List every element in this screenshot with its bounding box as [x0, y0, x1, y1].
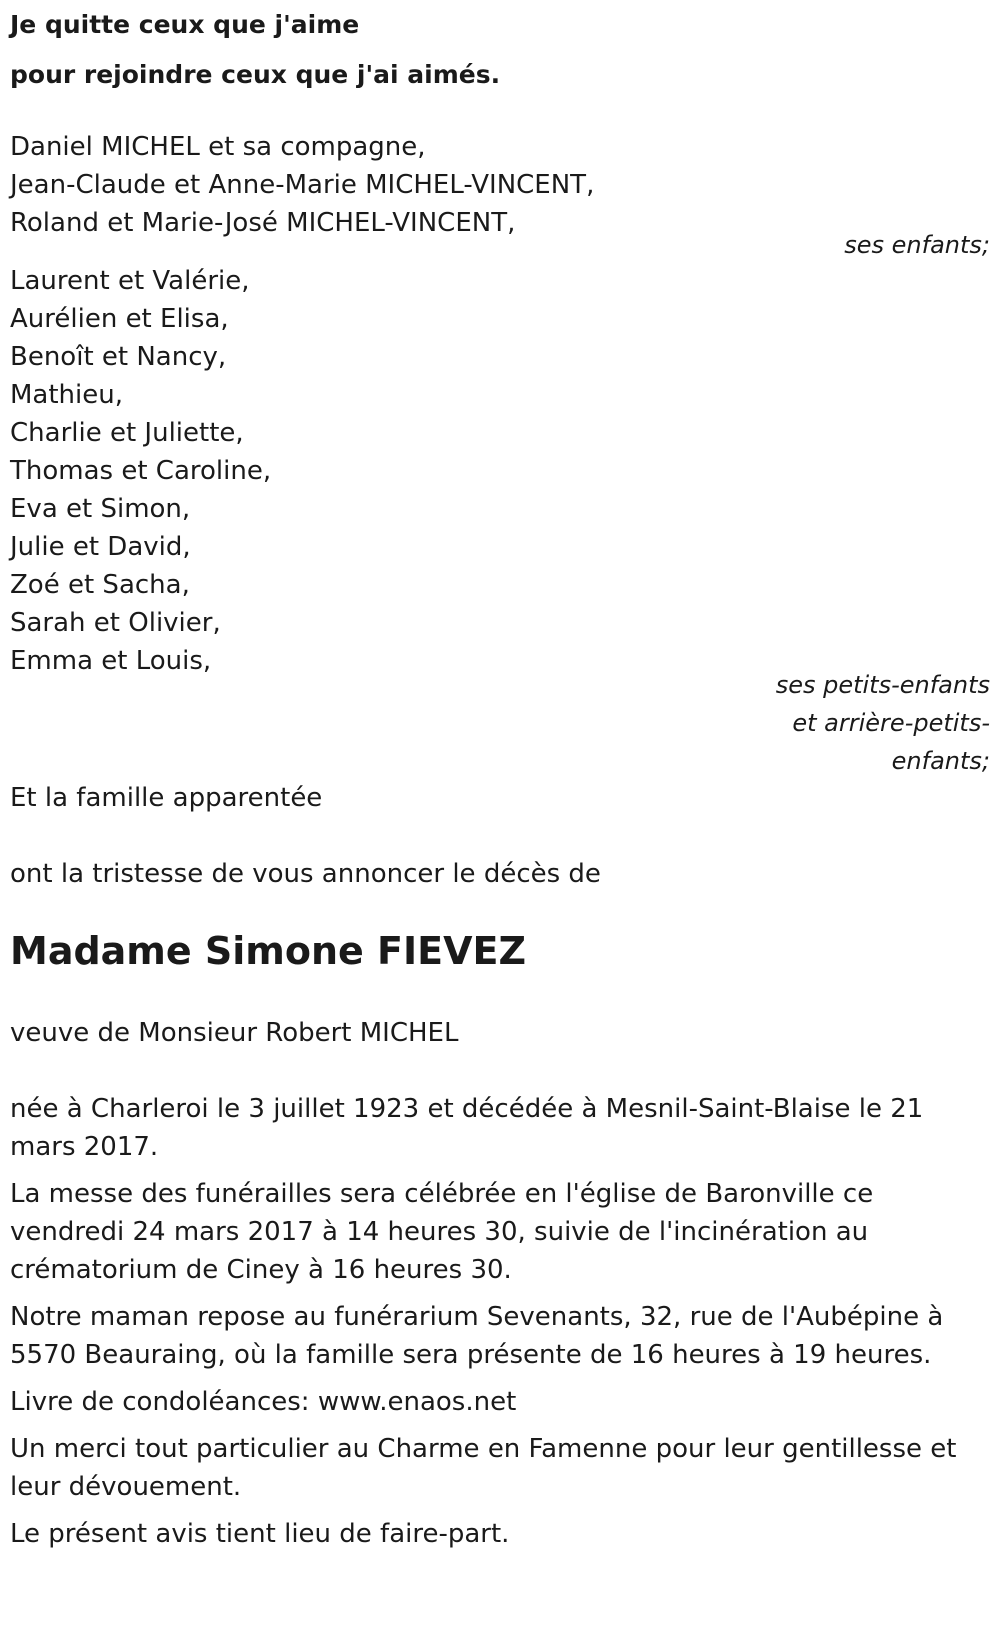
birth-death-paragraph: née à Charleroi le 3 juillet 1923 et décédée à Mesnil-Saint-Blaise le 21 mars 2017.: [10, 1094, 924, 1162]
grandchildren-list: [10, 262, 271, 680]
funeral-home-paragraph: Notre maman repose au funérarium Sevenants, 32, rue de l'Aubépine à 5570 Beauraing, où la famille sera présente de 16 heures à 19 heures.: [10, 1302, 944, 1370]
extended-family: Et la famille apparentée: [10, 783, 323, 813]
condolences-paragraph: Livre de condoléances: www.enaos.net: [10, 1387, 517, 1417]
notice-paragraph: Le présent avis tient lieu de faire-part.: [10, 1519, 510, 1549]
funeral-mass-paragraph: La messe des funérailles sera célébrée en l'église de Baronville ce vendredi 24 mars 2017 à 14 heures 30, suivie de l'incinération au crématorium de Ciney à 16 heures 30.: [10, 1179, 874, 1285]
grandchild-name: Charlie et Juliette,: [10, 418, 244, 448]
grandchild-name: Laurent et Valérie,: [10, 266, 250, 296]
grandchild-name: Julie et David,: [10, 532, 191, 562]
grandchildren-role-line: et arrière-petits-: [792, 709, 990, 737]
grandchildren-role: [776, 666, 990, 780]
children-role: ses enfants;: [844, 231, 990, 259]
opening-quote-line-1: Je quitte ceux que j'aime: [10, 10, 360, 39]
opening-quote-line-2: pour rejoindre ceux que j'ai aimés.: [10, 60, 501, 89]
grandchild-name: Aurélien et Elisa,: [10, 304, 229, 334]
grandchild-name: Thomas et Caroline,: [10, 456, 272, 486]
deceased-name: Madame Simone FIEVEZ: [10, 929, 527, 973]
grandchild-name: Sarah et Olivier,: [10, 608, 221, 638]
grandchildren-role-line: enfants;: [891, 747, 990, 775]
grandchild-name: Mathieu,: [10, 380, 124, 410]
child-name: Roland et Marie-José MICHEL-VINCENT,: [10, 208, 516, 238]
grandchild-name: Eva et Simon,: [10, 494, 191, 524]
children-list: [10, 127, 594, 243]
child-name: Jean-Claude et Anne-Marie MICHEL-VINCENT,: [10, 170, 595, 200]
grandchild-name: Benoît et Nancy,: [10, 342, 227, 372]
grandchild-name: Emma et Louis,: [10, 646, 212, 676]
grandchild-name: Zoé et Sacha,: [10, 570, 190, 600]
grandchildren-role-line: ses petits-enfants: [775, 671, 990, 699]
announcement-text: ont la tristesse de vous annoncer le décès de: [10, 859, 601, 889]
widow-of-text: veuve de Monsieur Robert MICHEL: [10, 1018, 459, 1048]
thanks-paragraph: Un merci tout particulier au Charme en Famenne pour leur gentillesse et leur dévouement.: [10, 1434, 957, 1502]
child-name: Daniel MICHEL et sa compagne,: [10, 132, 426, 162]
